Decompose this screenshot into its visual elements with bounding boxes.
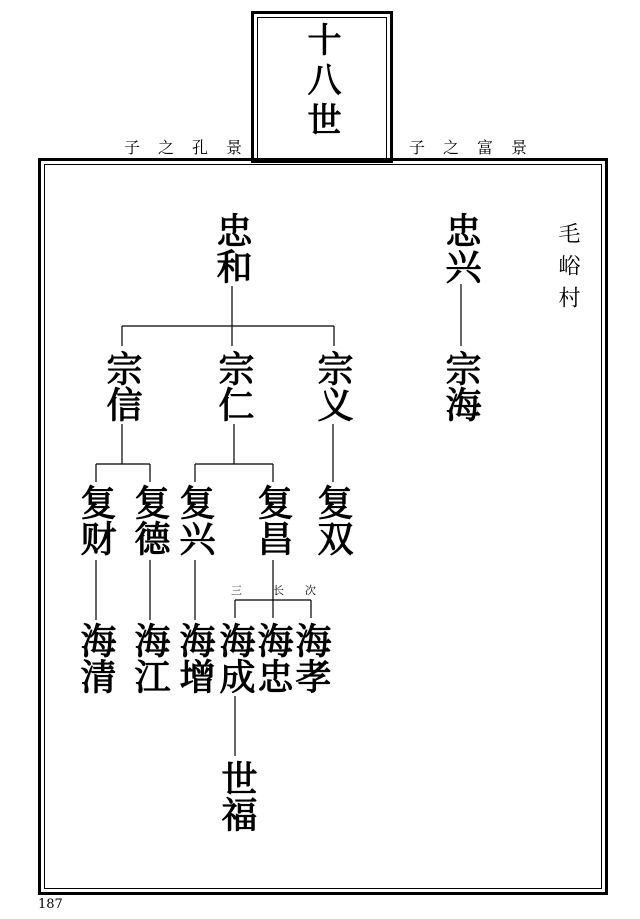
page-number: 187: [38, 897, 63, 912]
person-zongyi: 宗义: [312, 350, 354, 422]
person-fuchang: 复昌: [252, 484, 294, 556]
caption-right: 子之富景: [409, 138, 546, 157]
person-haicheng: 海成: [214, 622, 256, 694]
person-fuxing: 复兴: [174, 484, 216, 556]
village-label: 毛峪村: [555, 222, 580, 318]
person-zonghai: 宗海: [440, 350, 482, 422]
person-fushuang: 复双: [312, 484, 354, 556]
person-haiqing: 海清: [75, 622, 117, 694]
person-zongren: 宗仁: [213, 350, 255, 422]
order-label-third: 三: [231, 584, 242, 597]
person-haixiao: 海孝: [290, 622, 332, 694]
person-zhongxing: 忠兴: [440, 212, 482, 284]
person-haijiang: 海江: [129, 622, 171, 694]
generation-title: 十八世: [301, 22, 341, 142]
order-label-eldest: 长: [273, 584, 284, 597]
order-label-second: 次: [305, 584, 316, 597]
person-haizeng: 海增: [174, 622, 216, 694]
person-fude: 复德: [129, 484, 171, 556]
person-shifu: 世福: [216, 760, 258, 832]
person-zongxin: 宗信: [101, 350, 143, 422]
person-fucai: 复财: [75, 484, 117, 556]
person-zhonghe: 忠和: [211, 212, 253, 284]
caption-left: 子之孔景: [124, 138, 261, 157]
person-haizhong: 海忠: [252, 622, 294, 694]
